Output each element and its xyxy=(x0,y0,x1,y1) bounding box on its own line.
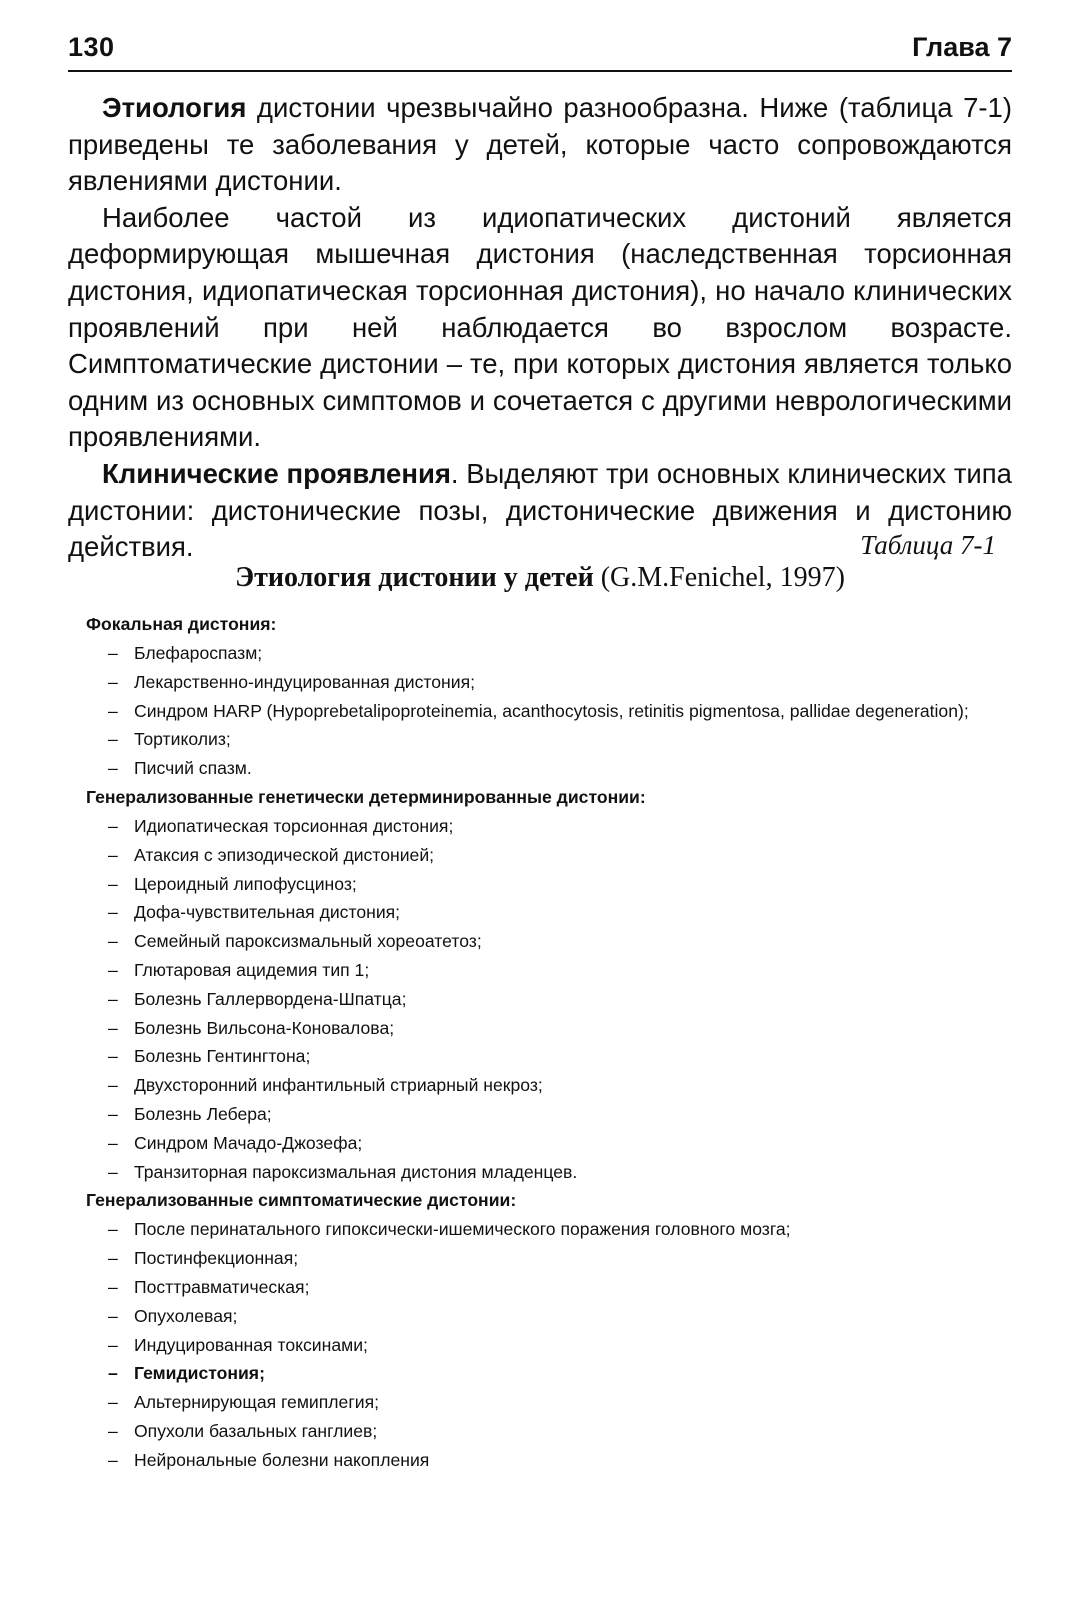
list-item: – Нейрональные болезни накопления xyxy=(108,1449,430,1470)
list-item: – Индуцированная токсинами; xyxy=(108,1334,368,1355)
list-item: – Блефароспазм; xyxy=(108,643,263,663)
page-number: 130 xyxy=(68,32,115,62)
group-list-focal xyxy=(86,639,1020,783)
table-title-source: (G.M.Fenichel, 1997) xyxy=(593,562,845,593)
list-item: – Опухолевая; xyxy=(108,1305,238,1326)
list-item: – Семейный пароксизмальный хореоатетоз; xyxy=(108,931,482,952)
list-item: – Болезнь Вильсона-Коновалова; xyxy=(108,1017,395,1038)
list-item: – Синдром HARP (Hypoprebetalipoproteinemia, acanthocytosis, retinitis pigmentosa, pallidae degeneration); xyxy=(108,700,969,721)
table-body xyxy=(86,610,1020,1475)
list-item: – Цероидный липофусциноз; xyxy=(108,873,357,894)
list-item: – Гемидистония; xyxy=(108,1363,265,1384)
table-title-bold: Этиология дистонии у детей xyxy=(235,562,594,593)
paragraph-idiopathic-text: Наиболее частой из идиопатических дистоний является деформирующая мышечная дистония (наследственная торсионная дистония, идиопатическая торсионная дистония), но начало клинических проявлений при ней наблюдается во взрослом возрасте. Симптоматические дистонии – те, при которых дистония является только одним из основных симптомов и сочетается с другими неврологическими проявлениями. xyxy=(68,201,1012,453)
list-item: – Тортиколиз; xyxy=(108,729,231,750)
list-item: – После перинатального гипоксически-ишемического поражения головного мозга; xyxy=(108,1219,791,1240)
list-item: – Болезнь Галлервордена-Шпатца; xyxy=(108,988,407,1009)
group-list-symptomatic xyxy=(86,1215,1020,1474)
list-item: – Транзиторная пароксизмальная дистония младенцев. xyxy=(108,1161,578,1182)
chapter-title: Глава 7 xyxy=(912,32,1012,62)
list-item: – Дофа-чувствительная дистония; xyxy=(108,902,401,923)
table-title xyxy=(0,562,1080,594)
group-title-symptomatic: Генерализованные симптоматические дистонии: xyxy=(86,1190,517,1211)
page-header xyxy=(68,30,1012,72)
paragraph-clinical-text: . Выделяют три основных клинических типа дистонии: дистонические позы, дистонические движения и дистонию действия. xyxy=(68,457,1012,563)
body-text xyxy=(68,90,1012,566)
list-item: – Двухсторонний инфантильный стриарный некроз; xyxy=(108,1075,543,1096)
list-item: – Синдром Мачадо-Джозефа; xyxy=(108,1132,363,1153)
list-item: – Атаксия с эпизодической дистонией; xyxy=(108,844,435,865)
paragraph-etiology-text: дистонии чрезвычайно разнообразна. Ниже (таблица 7-1) приведены те заболевания у детей, которые часто сопровождаются явлениями дистонии. xyxy=(68,92,1012,197)
group-list-genetic xyxy=(86,812,1020,1186)
list-item: – Глютаровая ацидемия тип 1; xyxy=(108,959,370,980)
paragraph-idiopathic xyxy=(68,200,1012,456)
list-item: – Лекарственно-индуцированная дистония; xyxy=(108,671,475,692)
list-item: – Опухоли базальных ганглиев; xyxy=(108,1420,378,1441)
list-item: – Болезнь Гентингтона; xyxy=(108,1046,311,1067)
group-title-focal: Фокальная дистония: xyxy=(86,614,277,634)
table-caption: Таблица 7-1 xyxy=(860,530,996,560)
list-item: – Болезнь Лебера; xyxy=(108,1103,272,1124)
group-title-genetic: Генерализованные генетически детерминированные дистонии: xyxy=(86,786,646,807)
term-clinical: Клинические проявления xyxy=(102,457,451,489)
list-item: – Писчий спазм. xyxy=(108,758,252,779)
paragraph-etiology xyxy=(68,90,1012,200)
list-item: – Идиопатическая торсионная дистония; xyxy=(108,815,454,836)
list-item: – Альтернирующая гемиплегия; xyxy=(108,1392,379,1413)
term-etiology: Этиология xyxy=(102,92,247,123)
list-item: – Постинфекционная; xyxy=(108,1248,299,1269)
list-item: – Посттравматическая; xyxy=(108,1276,310,1297)
